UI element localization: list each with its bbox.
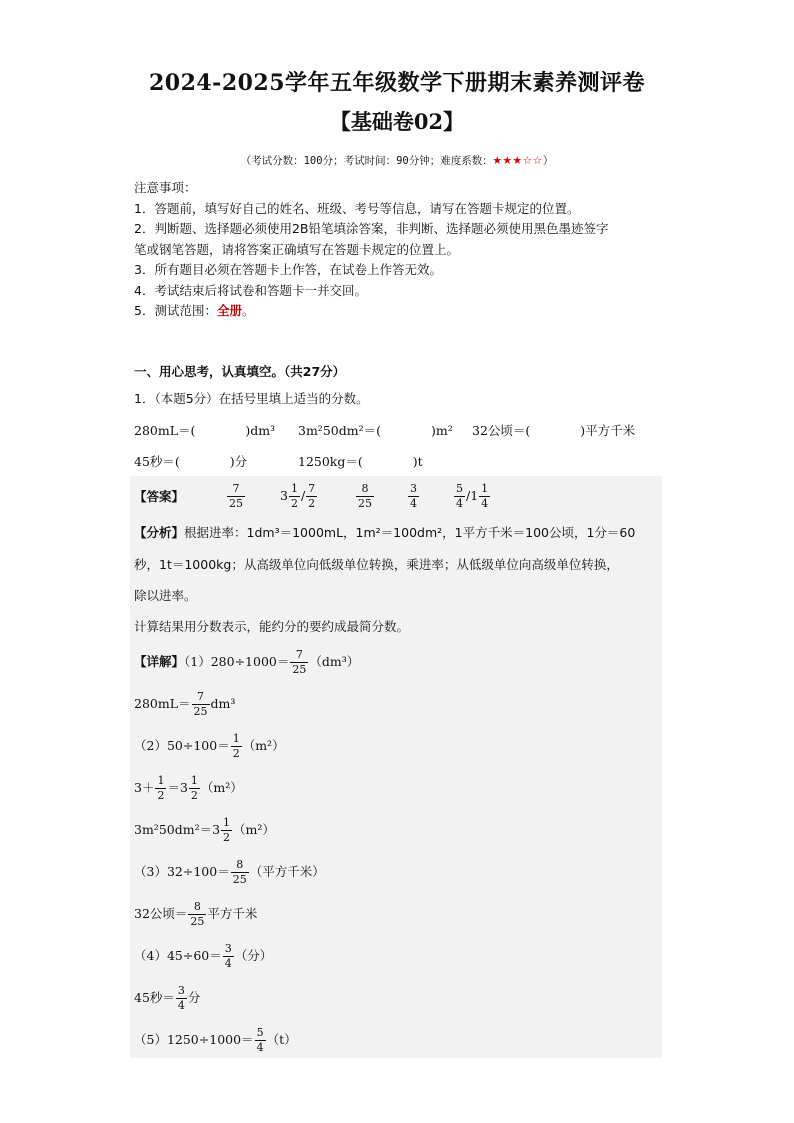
detail-step: 45秒＝ $\frac{3}{4}$ 分 (134, 984, 201, 1012)
question-item: 280mL＝( )dm³ (134, 423, 276, 438)
detail-step: 3＋ $\frac{1}{2}$ ＝3 $\frac{1}{2}$ （m²） (134, 774, 243, 802)
document-subtitle: 【基础卷02】 (329, 109, 465, 134)
answer-item-3: $\frac{8}{25}$ (358, 482, 372, 510)
exam-meta-text: （考试分数：100分；考试时间：90分钟；难度系数： (240, 155, 493, 167)
answer-label: 【答案】 (134, 489, 185, 504)
detail-step: （4）45÷60＝ $\frac{3}{4}$ （分） (134, 942, 273, 970)
notes-heading: 注意事项： (134, 180, 197, 195)
notes-item: 笔或钢笔答题，请将答案正确填写在答题卡规定的位置上。 (134, 241, 460, 257)
detail-step: 3m²50dm²＝3 $\frac{1}{2}$ （m²） (134, 816, 275, 844)
analysis-line: 除以进率。 (134, 588, 197, 603)
exam-meta-close: ） (542, 155, 554, 167)
answer-panel (130, 476, 662, 1058)
notes-item: 1．答题前，填写好自己的姓名、班级、考号等信息，请写在答题卡规定的位置。 (134, 200, 580, 216)
analysis-line: 【分析】根据进率：1dm³＝1000mL，1m²＝100dm²，1平方千米＝100公顷，1分＝60 (134, 525, 636, 540)
question-item: 3m²50dm²＝( )m² (298, 423, 453, 438)
answer-item-4: $\frac{3}{4}$ (410, 482, 417, 510)
answer-item-2: 3 $\frac{1}{2}$ / $\frac{7}{2}$ (280, 482, 316, 510)
exam-notes (134, 178, 674, 322)
analysis-line: 计算结果用分数表示，能约分的要约成最简分数。 (134, 619, 410, 634)
detail-step: 【详解】（1）280÷1000＝ $\frac{7}{25}$ （dm³） (134, 648, 360, 676)
question-item: 45秒＝( )分 (134, 454, 248, 469)
detail-step: 32公顷＝ $\frac{8}{25}$ 平方千米 (134, 900, 258, 928)
detail-step: （3）32÷100＝ $\frac{8}{25}$ （平方千米） (134, 858, 325, 886)
document-title: 2024-2025学年五年级数学下册期末素养测评卷 (148, 70, 646, 96)
notes-item: 3．所有题目必须在答题卡上作答，在试卷上作答无效。 (134, 262, 442, 277)
notes-item: 2．判断题、选择题必须使用2B铅笔填涂答案，非判断、选择题必须使用黑色墨迹签字 (134, 221, 609, 236)
notes-scope: 5．测试范围：全册。 (134, 303, 255, 318)
notes-item: 4．考试结束后将试卷和答题卡一并交回。 (134, 282, 367, 298)
section-heading: 一、用心思考，认真填空。（共27分） (134, 364, 346, 379)
question-stem: 1．（本题5分）在括号里填上适当的分数。 (134, 391, 369, 406)
difficulty-stars (493, 150, 543, 168)
answer-item-5: $\frac{5}{4}$ /1 $\frac{1}{4}$ (456, 482, 489, 510)
scope-value: 全册 (216, 303, 242, 318)
detail-step: 280mL＝ $\frac{7}{25}$ dm³ (134, 690, 236, 718)
detail-step: （2）50÷100＝ $\frac{1}{2}$ （m²） (134, 732, 285, 760)
detail-step: （5）1250÷1000＝ $\frac{5}{4}$ （t） (134, 1026, 297, 1054)
analysis-line: 秒，1t＝1000kg；从高级单位向低级单位转换，乘进率；从低级单位向高级单位转换， (134, 557, 619, 572)
question-item: 32公顷＝( )平方千米 (472, 423, 636, 438)
filled-star-icon: ★★★ (492, 150, 523, 168)
answer-item-1: $\frac{7}{25}$ (229, 482, 243, 510)
exam-meta (0, 150, 794, 168)
question-item: 1250kg＝( )t (298, 454, 423, 469)
empty-star-icon: ☆☆ (522, 150, 543, 168)
